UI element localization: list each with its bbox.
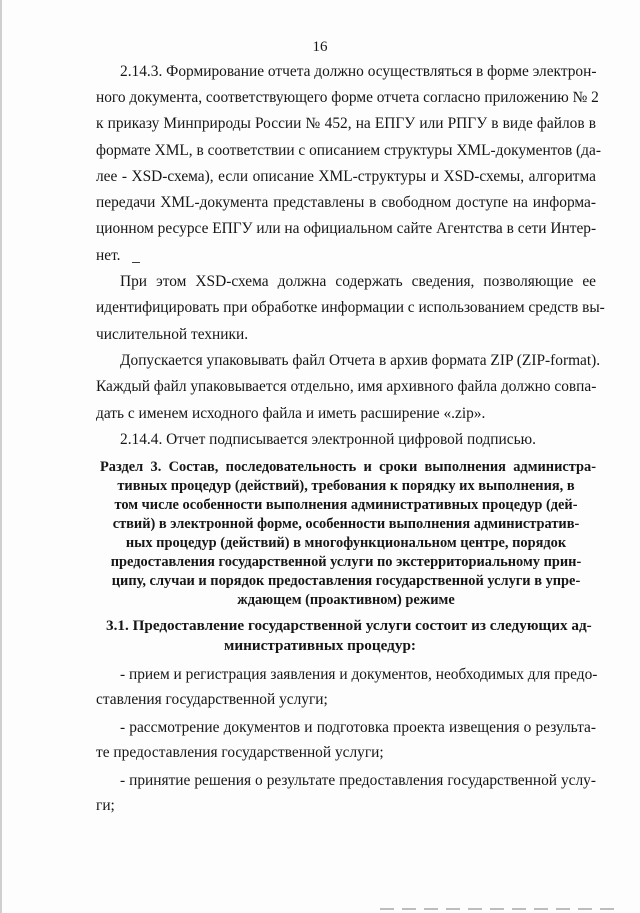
list-item-line: ставления государственной услуги; <box>96 691 328 708</box>
subsection-heading-line: 3.1. Предоставление государственной услуги состоит из следующих ад- <box>106 617 592 634</box>
paragraph-line: 2.14.3. Формирование отчета должно осуществляться в форме электрон- <box>120 63 597 80</box>
section-heading-line: том числе особенности выполнения административных процедур (дей- <box>114 497 578 513</box>
paragraph-line: Каждый файл упаковывается отдельно, имя архивного файла должно совпа- <box>96 378 597 395</box>
section-heading-line: ципу, случаи и порядок предоставления государственной услуги в упре- <box>111 573 581 589</box>
subsection-heading-line: министративных процедур: <box>224 637 416 654</box>
list-item-line: - рассмотрение документов и подготовка проекта извещения о результа- <box>120 719 596 736</box>
paragraph-line: к приказу Минприроды России № 452, на ЕПГУ или РПГУ в виде файлов в <box>96 115 596 132</box>
section-heading-line: предоставления государственной услуги по экстерриториальному прин- <box>110 554 582 570</box>
paragraph-line: передачи XML-документа представлены в свободном доступе на информа- <box>96 194 596 211</box>
paragraph-line: нет. <box>96 247 121 264</box>
section-heading-line: Раздел 3. Состав, последовательность и сроки выполнения администра- <box>100 459 596 475</box>
scan-mark <box>132 262 140 263</box>
list-item-line: ги; <box>96 797 115 814</box>
paragraph-line: числительной техники. <box>96 326 249 343</box>
list-item-line: - принятие решения о результате предоставления государственной услу- <box>120 772 596 789</box>
list-item-line: те предоставления государственной услуги; <box>96 744 384 761</box>
section-heading-line: тивных процедур (действий), требования к порядку их выполнения, в <box>117 478 575 494</box>
paragraph-line: Допускается упаковывать файл Отчета в архив формата ZIP (ZIP-format). <box>120 352 601 369</box>
list-item-line: - прием и регистрация заявления и документов, необходимых для предо- <box>120 666 598 683</box>
scan-bottom-edge <box>380 908 620 910</box>
paragraph-line: ного документа, соответствующего форме отчета согласно приложению № 2 <box>96 89 599 106</box>
section-heading-line: ждающем (проактивном) режиме <box>237 592 455 608</box>
section-heading-line: ных процедур (действий) в многофункциональном центре, порядок <box>125 535 567 551</box>
scan-edge-shadow <box>0 0 2 913</box>
paragraph-2-14-4: 2.14.4. Отчет подписывается электронной цифровой подписью. <box>120 431 536 448</box>
paragraph-line: формате XML, в соответствии с описанием структуры XML-документов (да- <box>96 142 601 159</box>
section-heading-line: ствий) в электронной форме, особенности выполнения административ- <box>112 516 580 532</box>
paragraph-line: ционном ресурсе ЕПГУ или на официальном сайте Агентства в сети Интер- <box>96 220 597 237</box>
paragraph-line: идентифицировать при обработке информации с использованием средств вы- <box>96 299 605 316</box>
paragraph-line: лее - XSD-схема), если описание XML-структуры и XSD-схемы, алгоритма <box>96 168 596 185</box>
paragraph-line: При этом XSD-схема должна содержать сведения, позволяющие ее <box>120 273 596 290</box>
page-number: 16 <box>312 39 328 55</box>
paragraph-line: дать с именем исходного файла и иметь расширение «.zip». <box>96 405 486 422</box>
